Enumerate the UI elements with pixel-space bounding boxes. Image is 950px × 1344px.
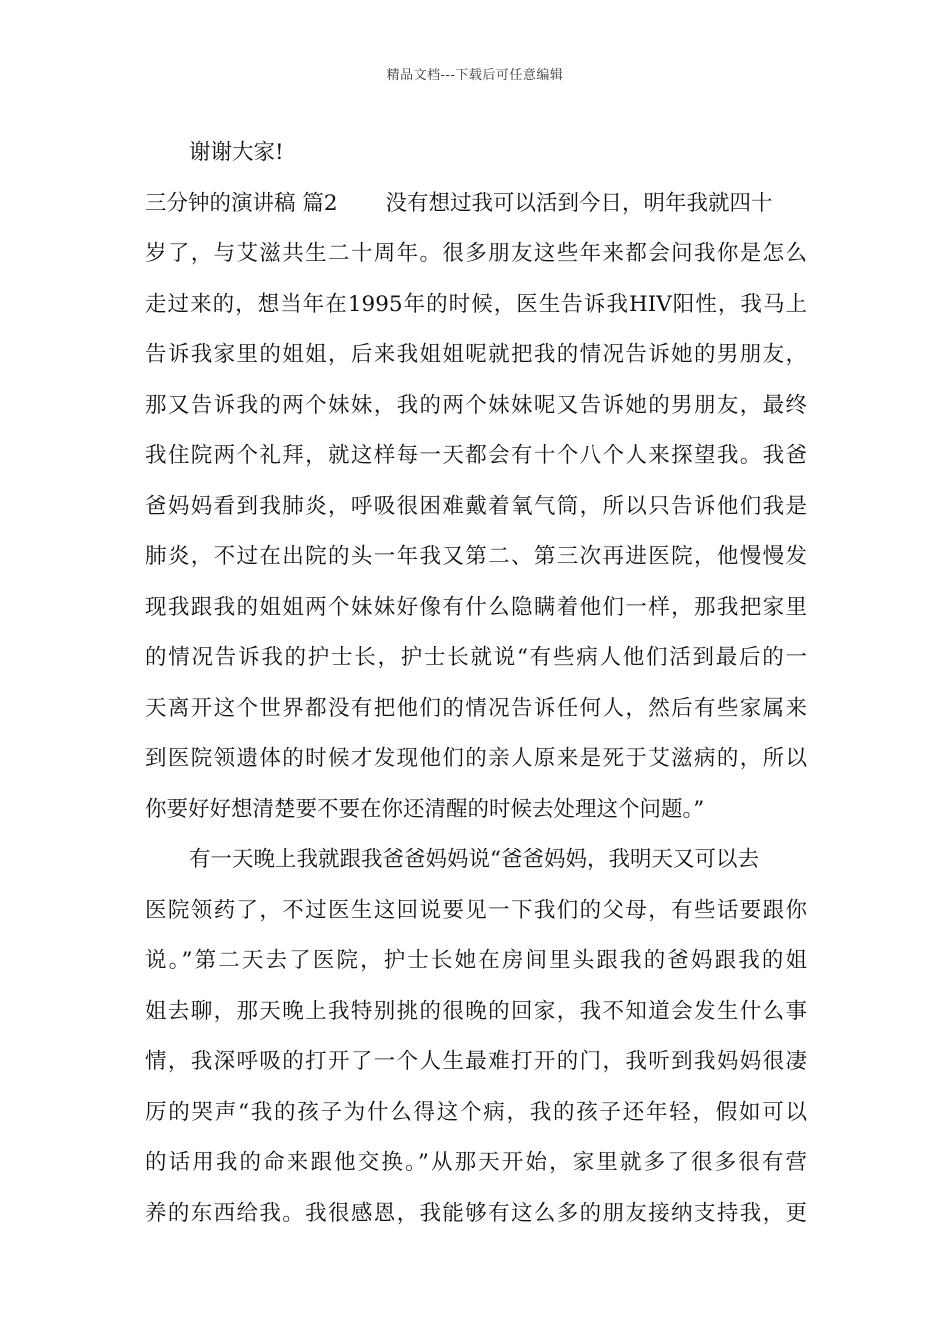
paragraph-line: 告诉我家里的姐姐，后来我姐姐呢就把我的情况告诉她的男朋友， [145, 342, 807, 367]
paragraph-line: 岁了，与艾滋共生二十周年。很多朋友这些年来都会问我你是怎么 [145, 241, 807, 266]
paragraph-line: 现我跟我的姐姐两个妹妹好像有什么隐瞒着他们一样，那我把家里 [145, 594, 807, 620]
paragraph-line: 我住院两个礼拜，就这样每一天都会有十个八个人来探望我。我爸 [145, 443, 807, 468]
document-body [145, 128, 807, 1239]
paragraph-line: 天离开这个世界都没有把他们的情况告诉任何人，然后有些家属来 [145, 695, 807, 721]
paragraph-line: 你要好好想清楚要不要在你还清醒的时候去处理这个问题。” [145, 796, 705, 822]
section-title: 三分钟的演讲稿 篇2 [145, 190, 338, 216]
paragraph-line: 厉的哭声“我的孩子为什么得这个病，我的孩子还年轻，假如可以 [145, 1099, 807, 1125]
paragraph-line: 说。”第二天去了医院，护士长她在房间里头跟我的爸妈跟我的姐 [145, 948, 807, 973]
closing-line: 谢谢大家! [189, 140, 284, 165]
paragraph-line: 养的东西给我。我很感恩，我能够有这么多的朋友接纳支持我，更 [145, 1200, 807, 1226]
title-line [145, 179, 807, 230]
paragraph-line: 的情况告诉我的护士长，护士长就说“有些病人他们活到最后的一 [145, 645, 807, 670]
paragraph-line: 爸妈妈看到我肺炎，呼吸很困难戴着氧气筒，所以只告诉他们我是 [145, 493, 807, 519]
paragraph-line: 医院领药了，不过医生这回说要见一下我们的父母，有些话要跟你 [145, 897, 807, 923]
paragraph-line: 的话用我的命来跟他交换。”从那天开始，家里就多了很多很有营 [145, 1150, 807, 1175]
paragraph-line: 走过来的，想当年在1995年的时候，医生告诉我HIV阳性，我马上 [145, 291, 807, 317]
paragraph-line: 到医院领遗体的时候才发现他们的亲人原来是死于艾滋病的，所以 [145, 746, 807, 771]
paragraph-line: 没有想过我可以活到今日，明年我就四十 [385, 190, 773, 216]
paragraph-line: 情，我深呼吸的打开了一个人生最难打开的门，我听到我妈妈很凄 [145, 1049, 807, 1074]
page-header: 精品文档---下载后可任意编辑 [386, 68, 564, 83]
paragraph-line: 那又告诉我的两个妹妹，我的两个妹妹呢又告诉她的男朋友，最终 [145, 392, 807, 418]
paragraph-line: 姐去聊，那天晚上我特别挑的很晚的回家，我不知道会发生什么事 [145, 998, 807, 1024]
paragraph-line: 有一天晚上我就跟我爸爸妈妈说“爸爸妈妈，我明天又可以去 [189, 847, 759, 872]
paragraph-line: 肺炎，不过在出院的头一年我又第二、第三次再进医院，他慢慢发 [145, 544, 807, 569]
